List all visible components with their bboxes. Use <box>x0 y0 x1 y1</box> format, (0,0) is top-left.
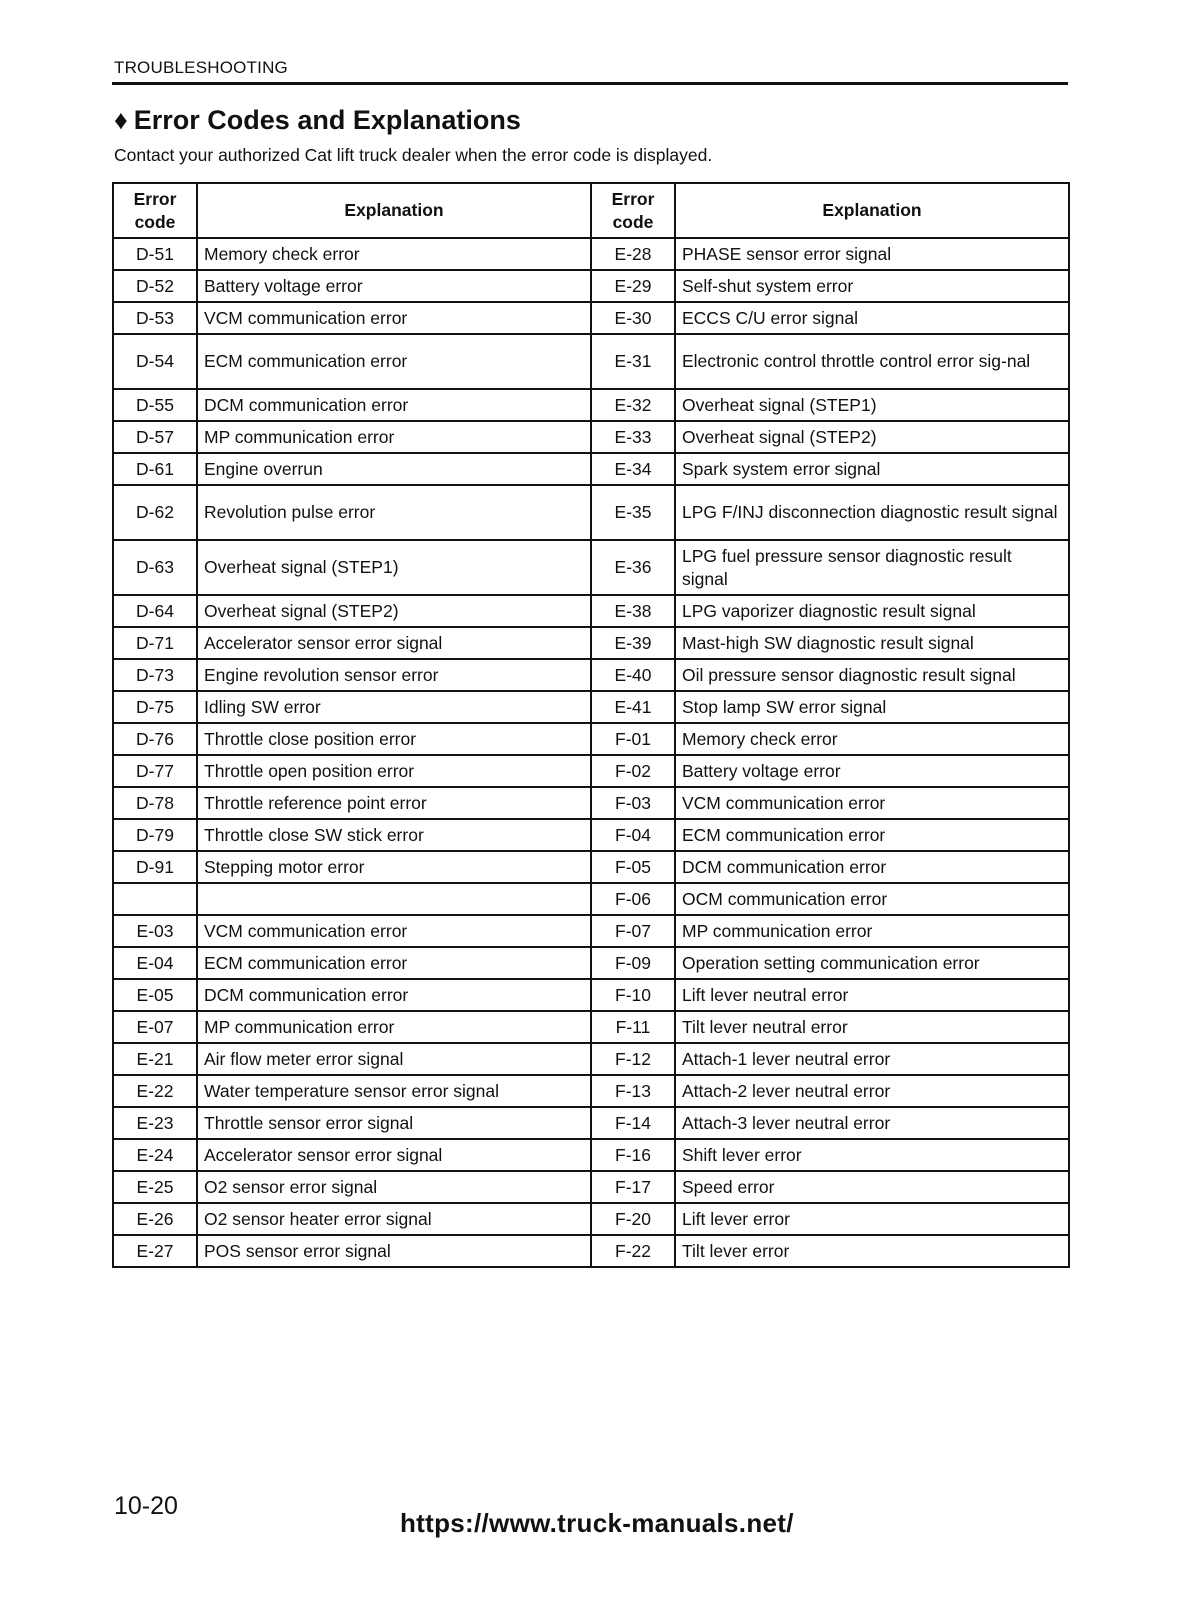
table-row <box>113 979 1069 1011</box>
table-row <box>113 755 1069 787</box>
error-code-cell: E-22 <box>113 1075 197 1107</box>
table-row <box>113 915 1069 947</box>
error-code-cell: E-38 <box>591 595 675 627</box>
table-body <box>113 238 1069 1267</box>
table-row <box>113 1075 1069 1107</box>
error-code-cell: E-24 <box>113 1139 197 1171</box>
error-code-cell: E-27 <box>113 1235 197 1267</box>
header-explanation: Explanation <box>197 183 591 238</box>
table-row <box>113 1011 1069 1043</box>
error-code-cell: E-23 <box>113 1107 197 1139</box>
error-code-cell: F-12 <box>591 1043 675 1075</box>
error-code-cell: E-04 <box>113 947 197 979</box>
explanation-cell: Water temperature sensor error signal <box>197 1075 591 1107</box>
explanation-cell: Throttle reference point error <box>197 787 591 819</box>
error-code-cell: F-22 <box>591 1235 675 1267</box>
error-code-cell: D-61 <box>113 453 197 485</box>
explanation-cell: Accelerator sensor error signal <box>197 1139 591 1171</box>
explanation-cell: Tilt lever error <box>675 1235 1069 1267</box>
explanation-cell: Lift lever error <box>675 1203 1069 1235</box>
error-code-cell: E-26 <box>113 1203 197 1235</box>
explanation-cell: Engine overrun <box>197 453 591 485</box>
explanation-cell: Engine revolution sensor error <box>197 659 591 691</box>
table-row <box>113 659 1069 691</box>
table-row <box>113 723 1069 755</box>
error-code-cell: F-10 <box>591 979 675 1011</box>
error-code-cell: D-55 <box>113 389 197 421</box>
error-code-cell: E-33 <box>591 421 675 453</box>
explanation-cell: Speed error <box>675 1171 1069 1203</box>
explanation-cell: Tilt lever neutral error <box>675 1011 1069 1043</box>
table-row <box>113 1139 1069 1171</box>
table-row <box>113 947 1069 979</box>
error-code-cell: E-32 <box>591 389 675 421</box>
explanation-cell: ECM communication error <box>197 947 591 979</box>
explanation-cell: Shift lever error <box>675 1139 1069 1171</box>
error-code-cell: E-28 <box>591 238 675 270</box>
explanation-cell: Overheat signal (STEP1) <box>675 389 1069 421</box>
error-code-cell: F-02 <box>591 755 675 787</box>
error-code-cell: F-04 <box>591 819 675 851</box>
error-code-cell: E-35 <box>591 485 675 540</box>
error-code-cell: D-52 <box>113 270 197 302</box>
table-row <box>113 453 1069 485</box>
header-error-code: Error code <box>113 183 197 238</box>
header-explanation: Explanation <box>675 183 1069 238</box>
explanation-cell: Battery voltage error <box>675 755 1069 787</box>
explanation-cell: Mast-high SW diagnostic result signal <box>675 627 1069 659</box>
table-row <box>113 540 1069 595</box>
error-code-cell: D-75 <box>113 691 197 723</box>
error-code-cell: F-20 <box>591 1203 675 1235</box>
explanation-cell: Battery voltage error <box>197 270 591 302</box>
page-heading <box>114 105 521 136</box>
explanation-cell: DCM communication error <box>197 979 591 1011</box>
explanation-cell: Stepping motor error <box>197 851 591 883</box>
error-code-cell: F-06 <box>591 883 675 915</box>
explanation-cell: Lift lever neutral error <box>675 979 1069 1011</box>
explanation-cell: Accelerator sensor error signal <box>197 627 591 659</box>
explanation-cell: Attach-3 lever neutral error <box>675 1107 1069 1139</box>
table-header-row <box>113 183 1069 238</box>
diamond-bullet-icon: ♦ <box>114 105 128 135</box>
explanation-cell: O2 sensor error signal <box>197 1171 591 1203</box>
explanation-cell: O2 sensor heater error signal <box>197 1203 591 1235</box>
error-code-cell: F-09 <box>591 947 675 979</box>
table-row <box>113 851 1069 883</box>
error-code-cell: D-79 <box>113 819 197 851</box>
explanation-cell: Throttle close position error <box>197 723 591 755</box>
error-code-cell: E-34 <box>591 453 675 485</box>
error-code-cell: F-14 <box>591 1107 675 1139</box>
table-row <box>113 270 1069 302</box>
table-row <box>113 595 1069 627</box>
explanation-cell: Overheat signal (STEP1) <box>197 540 591 595</box>
explanation-cell: VCM communication error <box>197 302 591 334</box>
table-row <box>113 421 1069 453</box>
explanation-cell <box>197 883 591 915</box>
explanation-cell: POS sensor error signal <box>197 1235 591 1267</box>
explanation-cell: Operation setting communication error <box>675 947 1069 979</box>
error-code-cell: D-63 <box>113 540 197 595</box>
explanation-cell: PHASE sensor error signal <box>675 238 1069 270</box>
error-code-cell: F-07 <box>591 915 675 947</box>
explanation-cell: LPG vaporizer diagnostic result signal <box>675 595 1069 627</box>
header-rule <box>112 82 1068 85</box>
table-row <box>113 334 1069 389</box>
explanation-cell: Throttle open position error <box>197 755 591 787</box>
explanation-cell: ECM communication error <box>675 819 1069 851</box>
error-code-table <box>112 182 1070 1268</box>
error-code-cell: E-21 <box>113 1043 197 1075</box>
section-header: TROUBLESHOOTING <box>114 58 288 77</box>
table-row <box>113 389 1069 421</box>
explanation-cell: ECCS C/U error signal <box>675 302 1069 334</box>
error-code-cell: D-57 <box>113 421 197 453</box>
table-row <box>113 627 1069 659</box>
error-code-cell: D-91 <box>113 851 197 883</box>
error-code-cell <box>113 883 197 915</box>
error-code-cell: E-41 <box>591 691 675 723</box>
explanation-cell: Air flow meter error signal <box>197 1043 591 1075</box>
error-code-cell: E-30 <box>591 302 675 334</box>
explanation-cell: LPG fuel pressure sensor diagnostic result signal <box>675 540 1069 595</box>
explanation-cell: OCM communication error <box>675 883 1069 915</box>
explanation-cell: Stop lamp SW error signal <box>675 691 1069 723</box>
table-row <box>113 883 1069 915</box>
page-title: Error Codes and Explanations <box>133 105 521 135</box>
error-code-cell: F-11 <box>591 1011 675 1043</box>
error-code-cell: F-05 <box>591 851 675 883</box>
error-code-cell: D-54 <box>113 334 197 389</box>
explanation-cell: Self-shut system error <box>675 270 1069 302</box>
error-code-cell: F-17 <box>591 1171 675 1203</box>
explanation-cell: MP communication error <box>197 1011 591 1043</box>
explanation-cell: Oil pressure sensor diagnostic result signal <box>675 659 1069 691</box>
explanation-cell: ECM communication error <box>197 334 591 389</box>
explanation-cell: VCM communication error <box>675 787 1069 819</box>
explanation-cell: DCM communication error <box>197 389 591 421</box>
page-number: 10-20 <box>114 1492 178 1520</box>
error-code-cell: D-76 <box>113 723 197 755</box>
error-code-cell: D-71 <box>113 627 197 659</box>
error-code-cell: D-51 <box>113 238 197 270</box>
error-code-cell: E-40 <box>591 659 675 691</box>
explanation-cell: Overheat signal (STEP2) <box>675 421 1069 453</box>
table-row <box>113 1043 1069 1075</box>
table-row <box>113 691 1069 723</box>
table-row <box>113 819 1069 851</box>
error-code-cell: D-53 <box>113 302 197 334</box>
error-code-cell: D-73 <box>113 659 197 691</box>
explanation-cell: Throttle sensor error signal <box>197 1107 591 1139</box>
explanation-cell: Memory check error <box>197 238 591 270</box>
explanation-cell: DCM communication error <box>675 851 1069 883</box>
explanation-cell: Overheat signal (STEP2) <box>197 595 591 627</box>
explanation-cell: Spark system error signal <box>675 453 1069 485</box>
table-row <box>113 302 1069 334</box>
explanation-cell: VCM communication error <box>197 915 591 947</box>
explanation-cell: LPG F/INJ disconnection diagnostic result signal <box>675 485 1069 540</box>
error-code-cell: E-36 <box>591 540 675 595</box>
explanation-cell: Memory check error <box>675 723 1069 755</box>
explanation-cell: Throttle close SW stick error <box>197 819 591 851</box>
table-row <box>113 1203 1069 1235</box>
error-code-cell: D-78 <box>113 787 197 819</box>
explanation-cell: MP communication error <box>675 915 1069 947</box>
table-row <box>113 485 1069 540</box>
error-code-cell: F-03 <box>591 787 675 819</box>
error-code-cell: E-07 <box>113 1011 197 1043</box>
header-error-code: Error code <box>591 183 675 238</box>
explanation-cell: Attach-1 lever neutral error <box>675 1043 1069 1075</box>
table-row <box>113 787 1069 819</box>
error-code-cell: E-39 <box>591 627 675 659</box>
error-code-cell: F-13 <box>591 1075 675 1107</box>
table-row <box>113 1107 1069 1139</box>
error-code-cell: D-62 <box>113 485 197 540</box>
explanation-cell: Revolution pulse error <box>197 485 591 540</box>
error-code-cell: D-77 <box>113 755 197 787</box>
explanation-cell: MP communication error <box>197 421 591 453</box>
table-row <box>113 238 1069 270</box>
error-code-cell: E-31 <box>591 334 675 389</box>
error-code-cell: E-03 <box>113 915 197 947</box>
explanation-cell: Attach-2 lever neutral error <box>675 1075 1069 1107</box>
footer-url: https://www.truck-manuals.net/ <box>400 1508 794 1538</box>
table-row <box>113 1171 1069 1203</box>
explanation-cell: Electronic control throttle control error sig-nal <box>675 334 1069 389</box>
explanation-cell: Idling SW error <box>197 691 591 723</box>
error-code-cell: E-05 <box>113 979 197 1011</box>
intro-text: Contact your authorized Cat lift truck dealer when the error code is displayed. <box>114 145 713 165</box>
error-code-cell: E-29 <box>591 270 675 302</box>
error-code-cell: F-16 <box>591 1139 675 1171</box>
table-row <box>113 1235 1069 1267</box>
error-code-cell: E-25 <box>113 1171 197 1203</box>
error-code-cell: D-64 <box>113 595 197 627</box>
error-code-cell: F-01 <box>591 723 675 755</box>
